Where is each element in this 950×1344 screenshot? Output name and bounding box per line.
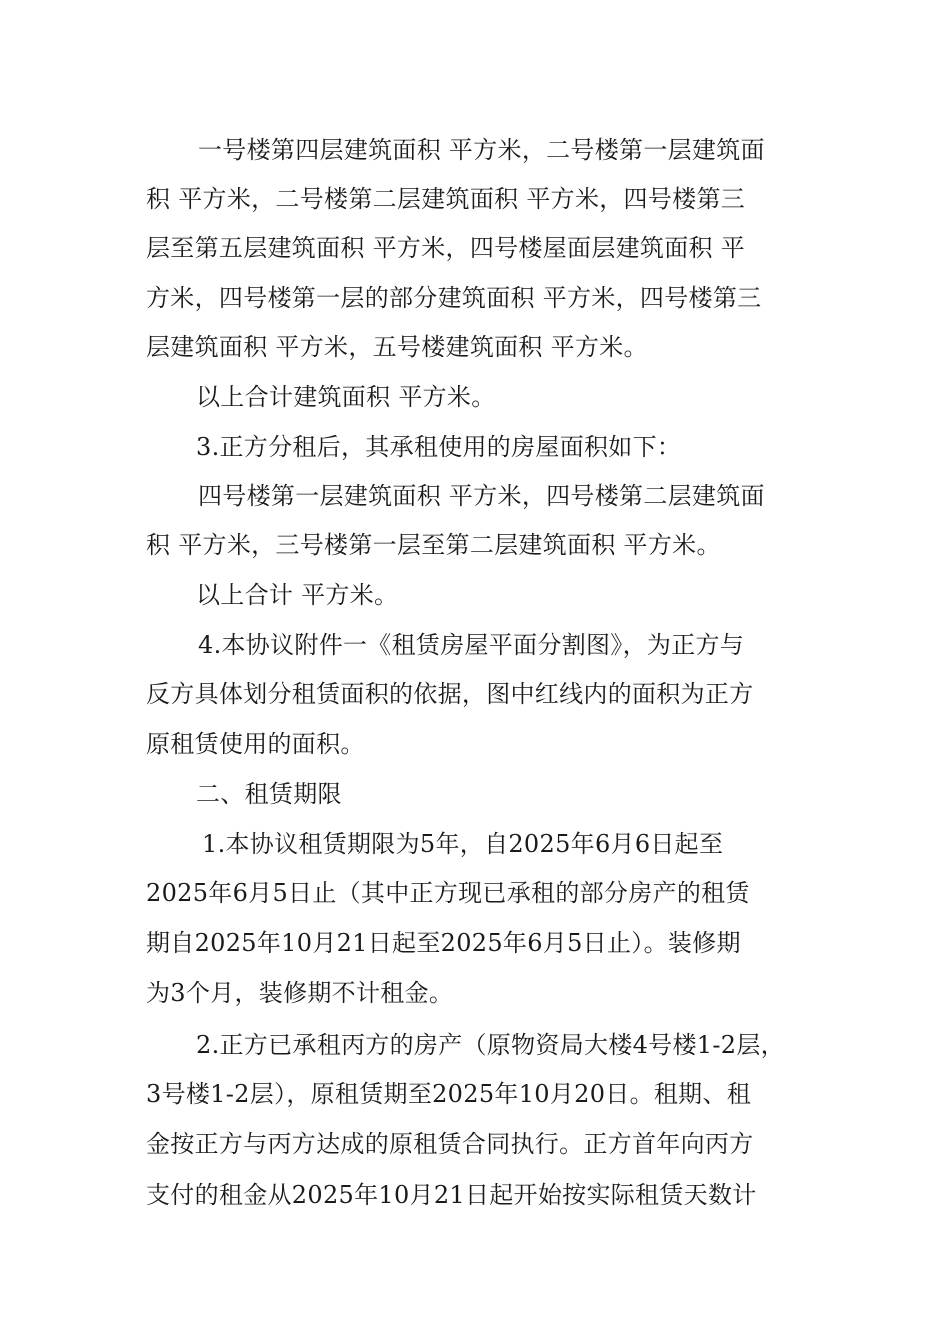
text-line: 二、租赁期限: [196, 780, 342, 808]
text-line: 反方具体划分租赁面积的依据，图中红线内的面积为正方: [146, 680, 754, 708]
text-line: 四号楼第一层建筑面积 平方米，四号楼第二层建筑面: [198, 482, 765, 510]
text-line: 方米，四号楼第一层的部分建筑面积 平方米，四号楼第三: [146, 284, 762, 312]
text-line: 2.正方已承租丙方的房产（原物资局大楼4号楼1-2层，: [196, 1031, 785, 1059]
text-line: 期自2025年10月21日起至2025年6月5日止）。装修期: [146, 929, 741, 957]
text-line: 积 平方米，三号楼第一层至第二层建筑面积 平方米。: [146, 531, 721, 559]
text-line: 4.本协议附件一《租赁房屋平面分割图》，为正方与: [198, 631, 745, 659]
text-line: 原租赁使用的面积。: [146, 730, 365, 758]
text-line: 层至第五层建筑面积 平方米，四号楼屋面层建筑面积 平: [146, 234, 746, 262]
text-line: 层建筑面积 平方米，五号楼建筑面积 平方米。: [146, 333, 648, 361]
text-line: 3.正方分租后，其承租使用的房屋面积如下：: [196, 433, 682, 461]
text-line: 一号楼第四层建筑面积 平方米，二号楼第一层建筑面: [198, 136, 765, 164]
text-line: 金按正方与丙方达成的原租赁合同执行。正方首年向丙方: [146, 1130, 754, 1158]
text-line: 以上合计建筑面积 平方米。: [196, 383, 496, 411]
text-line: 积 平方米，二号楼第二层建筑面积 平方米，四号楼第三: [146, 185, 746, 213]
text-line: 3号楼1-2层），原租赁期至2025年10月20日。租期、租: [146, 1080, 752, 1108]
text-line: 2025年6月5日止（其中正方现已承租的部分房产的租赁: [146, 879, 750, 907]
text-line: 以上合计 平方米。: [196, 581, 399, 609]
text-line: 1.本协议租赁期限为5年，自2025年6月6日起至: [202, 830, 724, 858]
text-line: 为3个月，装修期不计租金。: [146, 979, 454, 1007]
text-line: 支付的租金从2025年10月21日起开始按实际租赁天数计: [146, 1181, 757, 1209]
